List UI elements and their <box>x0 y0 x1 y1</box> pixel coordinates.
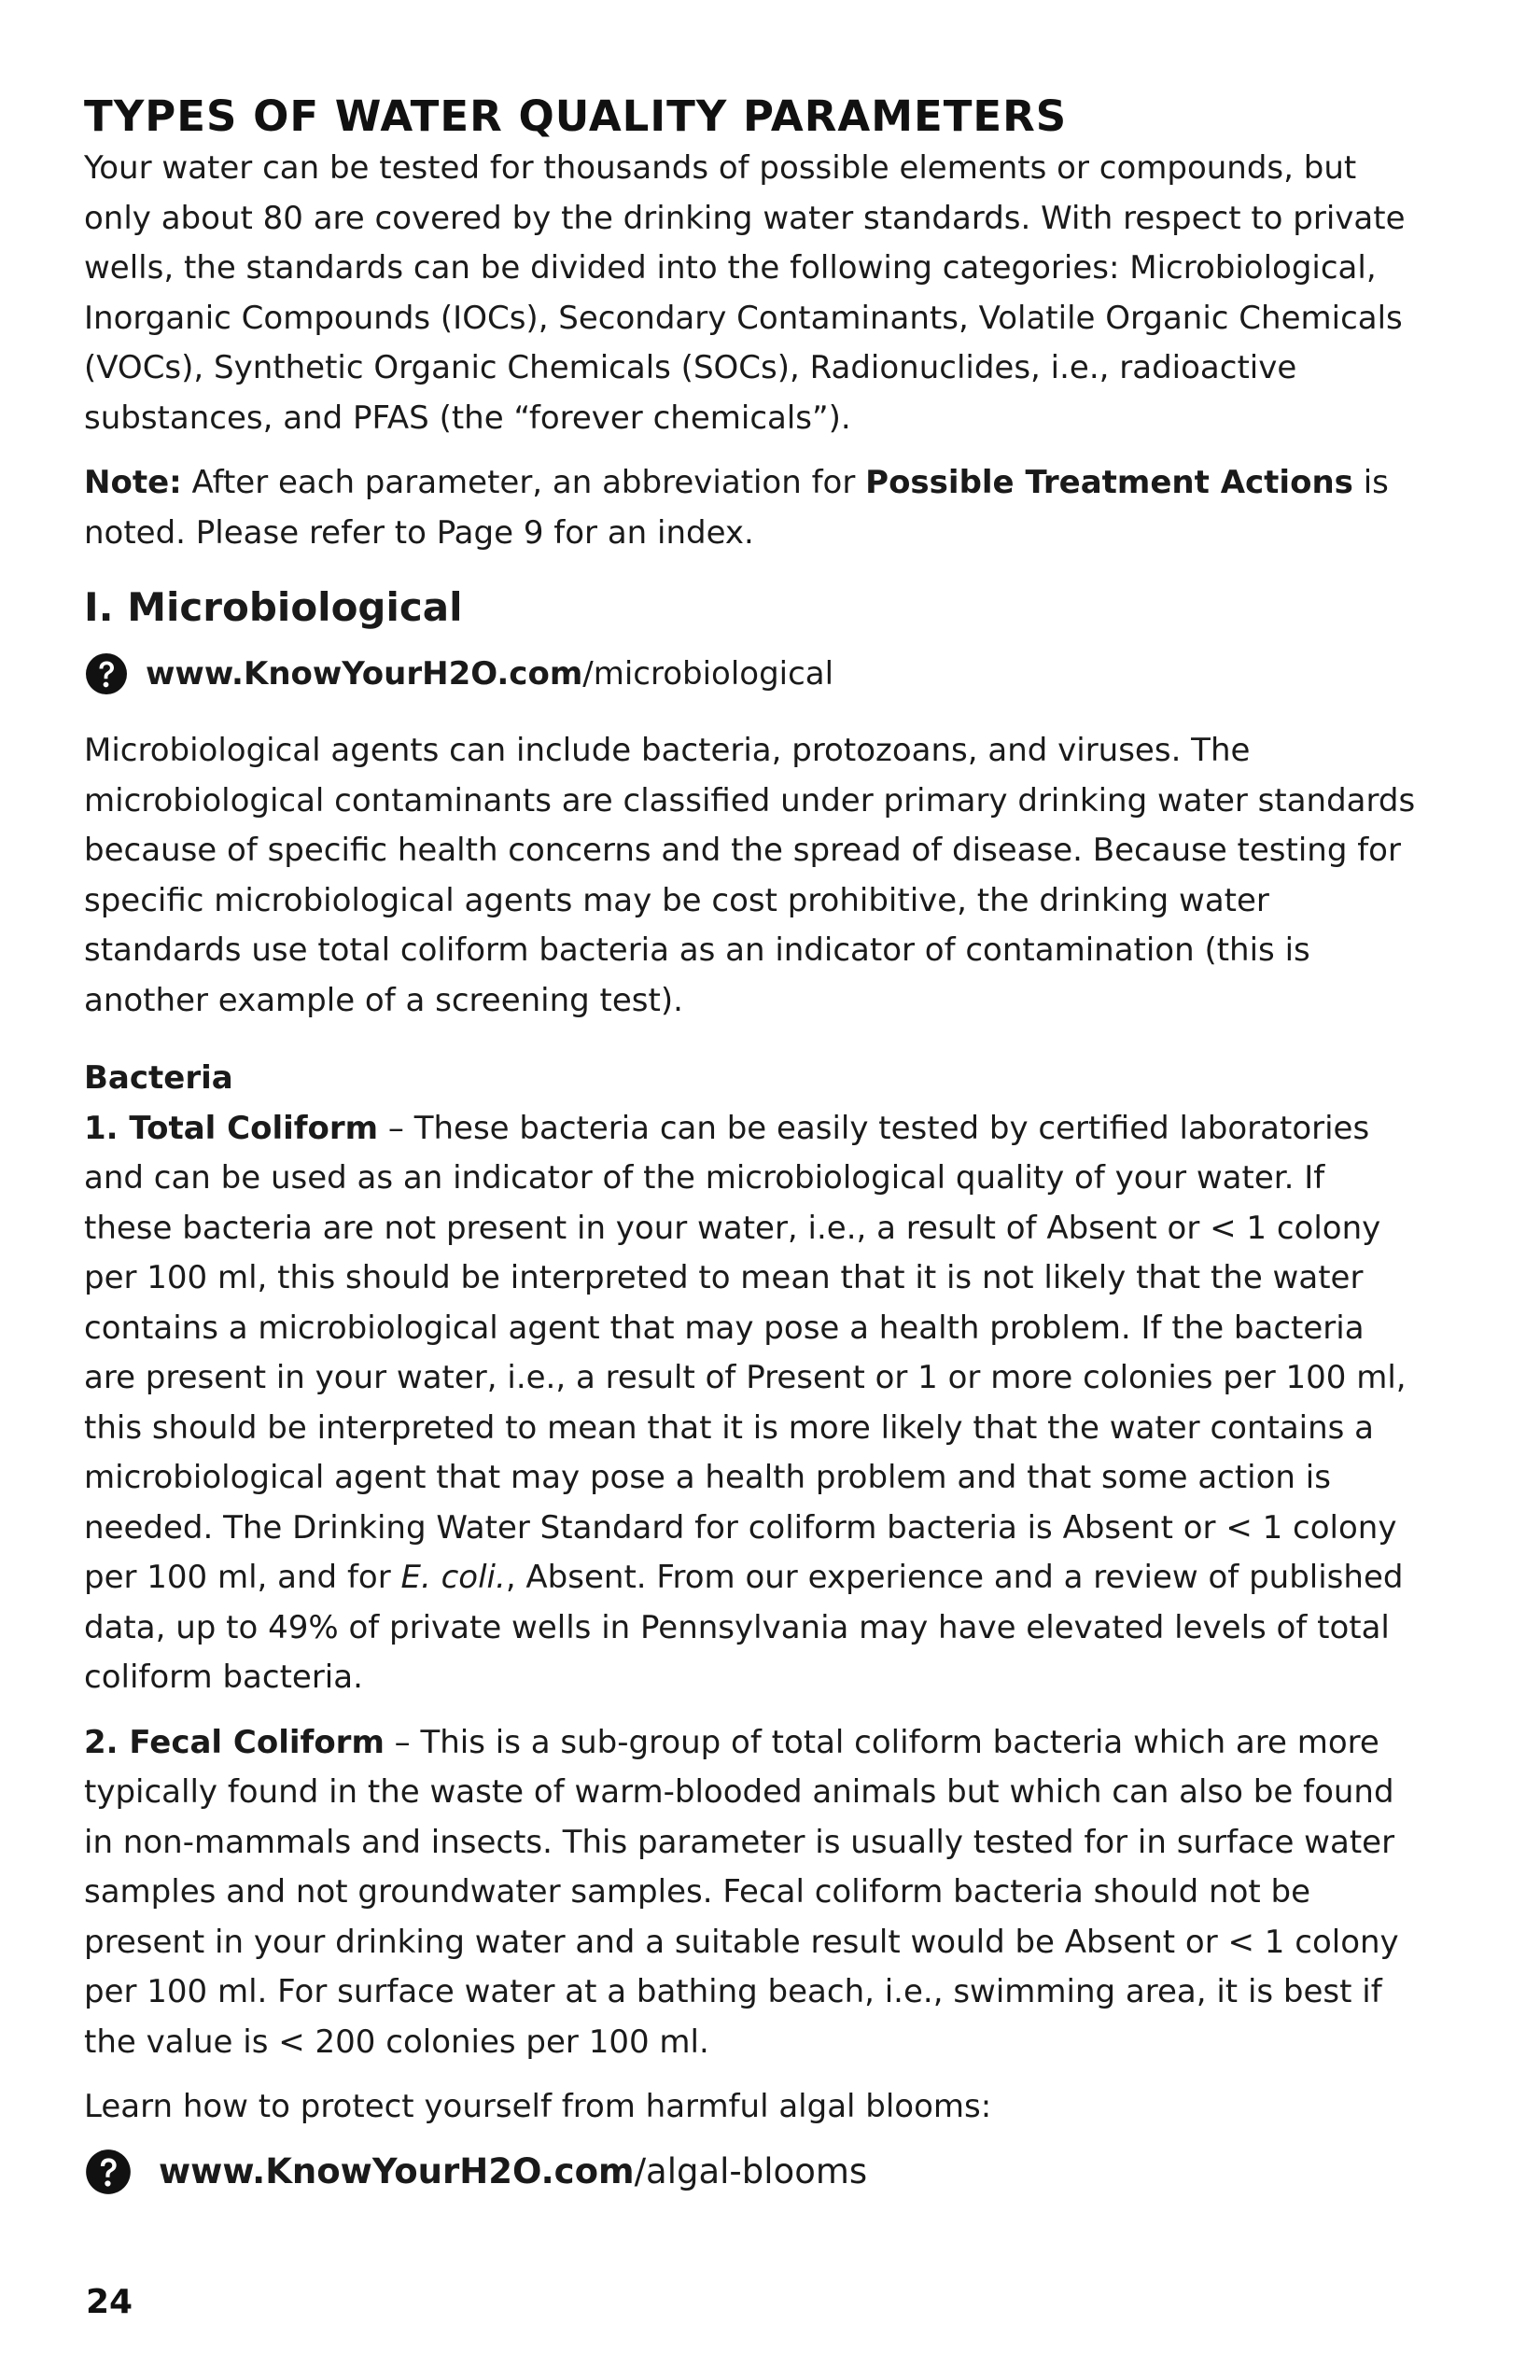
note-label: Note: <box>84 464 182 501</box>
note-text-before: After each parameter, an abbreviation for <box>181 464 866 501</box>
fecal-coliform-text: – This is a sub-group of total coliform bacteria which are more typically found in the waste of warm-blooded animals but which can also be found in non-mammals and insects. This parameter is usually tested for in surface water samples and not groundwater samples. Fecal coliform bacteria should not be present in your drinking water and a suitable result would be Absent or < 1 colony per 100 ml. For surface water at a bathing beach, i.e., swimming area, it is best if the value is < 200 colonies per 100 ml. <box>84 1723 1399 2061</box>
link-domain: www.KnowYourH2O.com <box>146 655 583 693</box>
total-coliform-text-a: – These bacteria can be easily tested by certified laboratories and can be used as an indicator of the microbiological quality of your water. If these bacteria are not present in your water, i.e., a result of Absent or < 1 colony per 100 ml, this should be interpreted to mean that it is not likely that the water contains a microbiological agent that may pose a health problem. If the bacteria are present in your water, i.e., a result of Present or 1 or more colonies per 100 ml, this should be interpreted to mean that it is more likely that the water contains a microbiological agent that may pose a health problem and that some action is needed. The Drinking Water Standard for coliform bacteria is Absent or < 1 colony per 100 ml, and for <box>84 1109 1407 1596</box>
note-text-after: is noted. Please refer to Page 9 for an index. <box>84 464 1389 552</box>
note-emphasis: Possible Treatment Actions <box>865 464 1353 501</box>
fecal-coliform-paragraph <box>84 1718 1419 2068</box>
total-coliform-label: 1. Total Coliform <box>84 1109 379 1147</box>
bacteria-heading: Bacteria <box>84 1059 233 1097</box>
page-content <box>84 90 1419 2198</box>
link-path: /microbiological <box>582 655 834 693</box>
total-coliform-text-b: , Absent. From our experience and a review of published data, up to 49% of private wells in Pennsylvania may have elevated levels of total coliform bacteria. <box>84 1559 1404 1696</box>
fecal-coliform-label: 2. Fecal Coliform <box>84 1723 385 1761</box>
question-circle-icon <box>84 651 129 696</box>
intro-paragraph: Your water can be tested for thousands of possible elements or compounds, but only about 80 are covered by the drinking water standards. With respect to private wells, the standards can be divided into the following categories: Microbiological, Inorganic Compounds (IOCs), Secondary Contaminants, Volatile Organic Chemicals (VOCs), Synthetic Organic Chemicals (SOCs), Radionuclides, i.e., radioactive substances, and PFAS (the “forever chemicals”). <box>84 149 1406 437</box>
microbiological-paragraph: Microbiological agents can include bacteria, protozoans, and viruses. The microbiological contaminants are classified under primary drinking water standards because of specific health concerns and the spread of disease. Because testing for specific microbiological agents may be cost prohibitive, the drinking water standards use total coliform bacteria as an indicator of contamination (this is another example of a screening test). <box>84 732 1416 1019</box>
total-coliform-paragraph <box>84 1104 1419 1703</box>
ecoli-term: E. coli. <box>400 1559 506 1596</box>
algal-blooms-text: Learn how to protect yourself from harmful algal blooms: <box>84 2088 992 2125</box>
page-title: TYPES OF WATER QUALITY PARAMETERS <box>84 91 1068 141</box>
algal-blooms-link[interactable] <box>84 2146 1419 2198</box>
microbiological-link[interactable] <box>84 648 1419 700</box>
algal-link-path: /algal-blooms <box>634 2150 868 2191</box>
page-number: 24 <box>86 2283 133 2321</box>
note-paragraph <box>84 458 1419 558</box>
section-heading: I. Microbiological <box>84 584 463 630</box>
algal-link-domain: www.KnowYourH2O.com <box>159 2150 635 2191</box>
question-circle-icon <box>84 2148 133 2196</box>
